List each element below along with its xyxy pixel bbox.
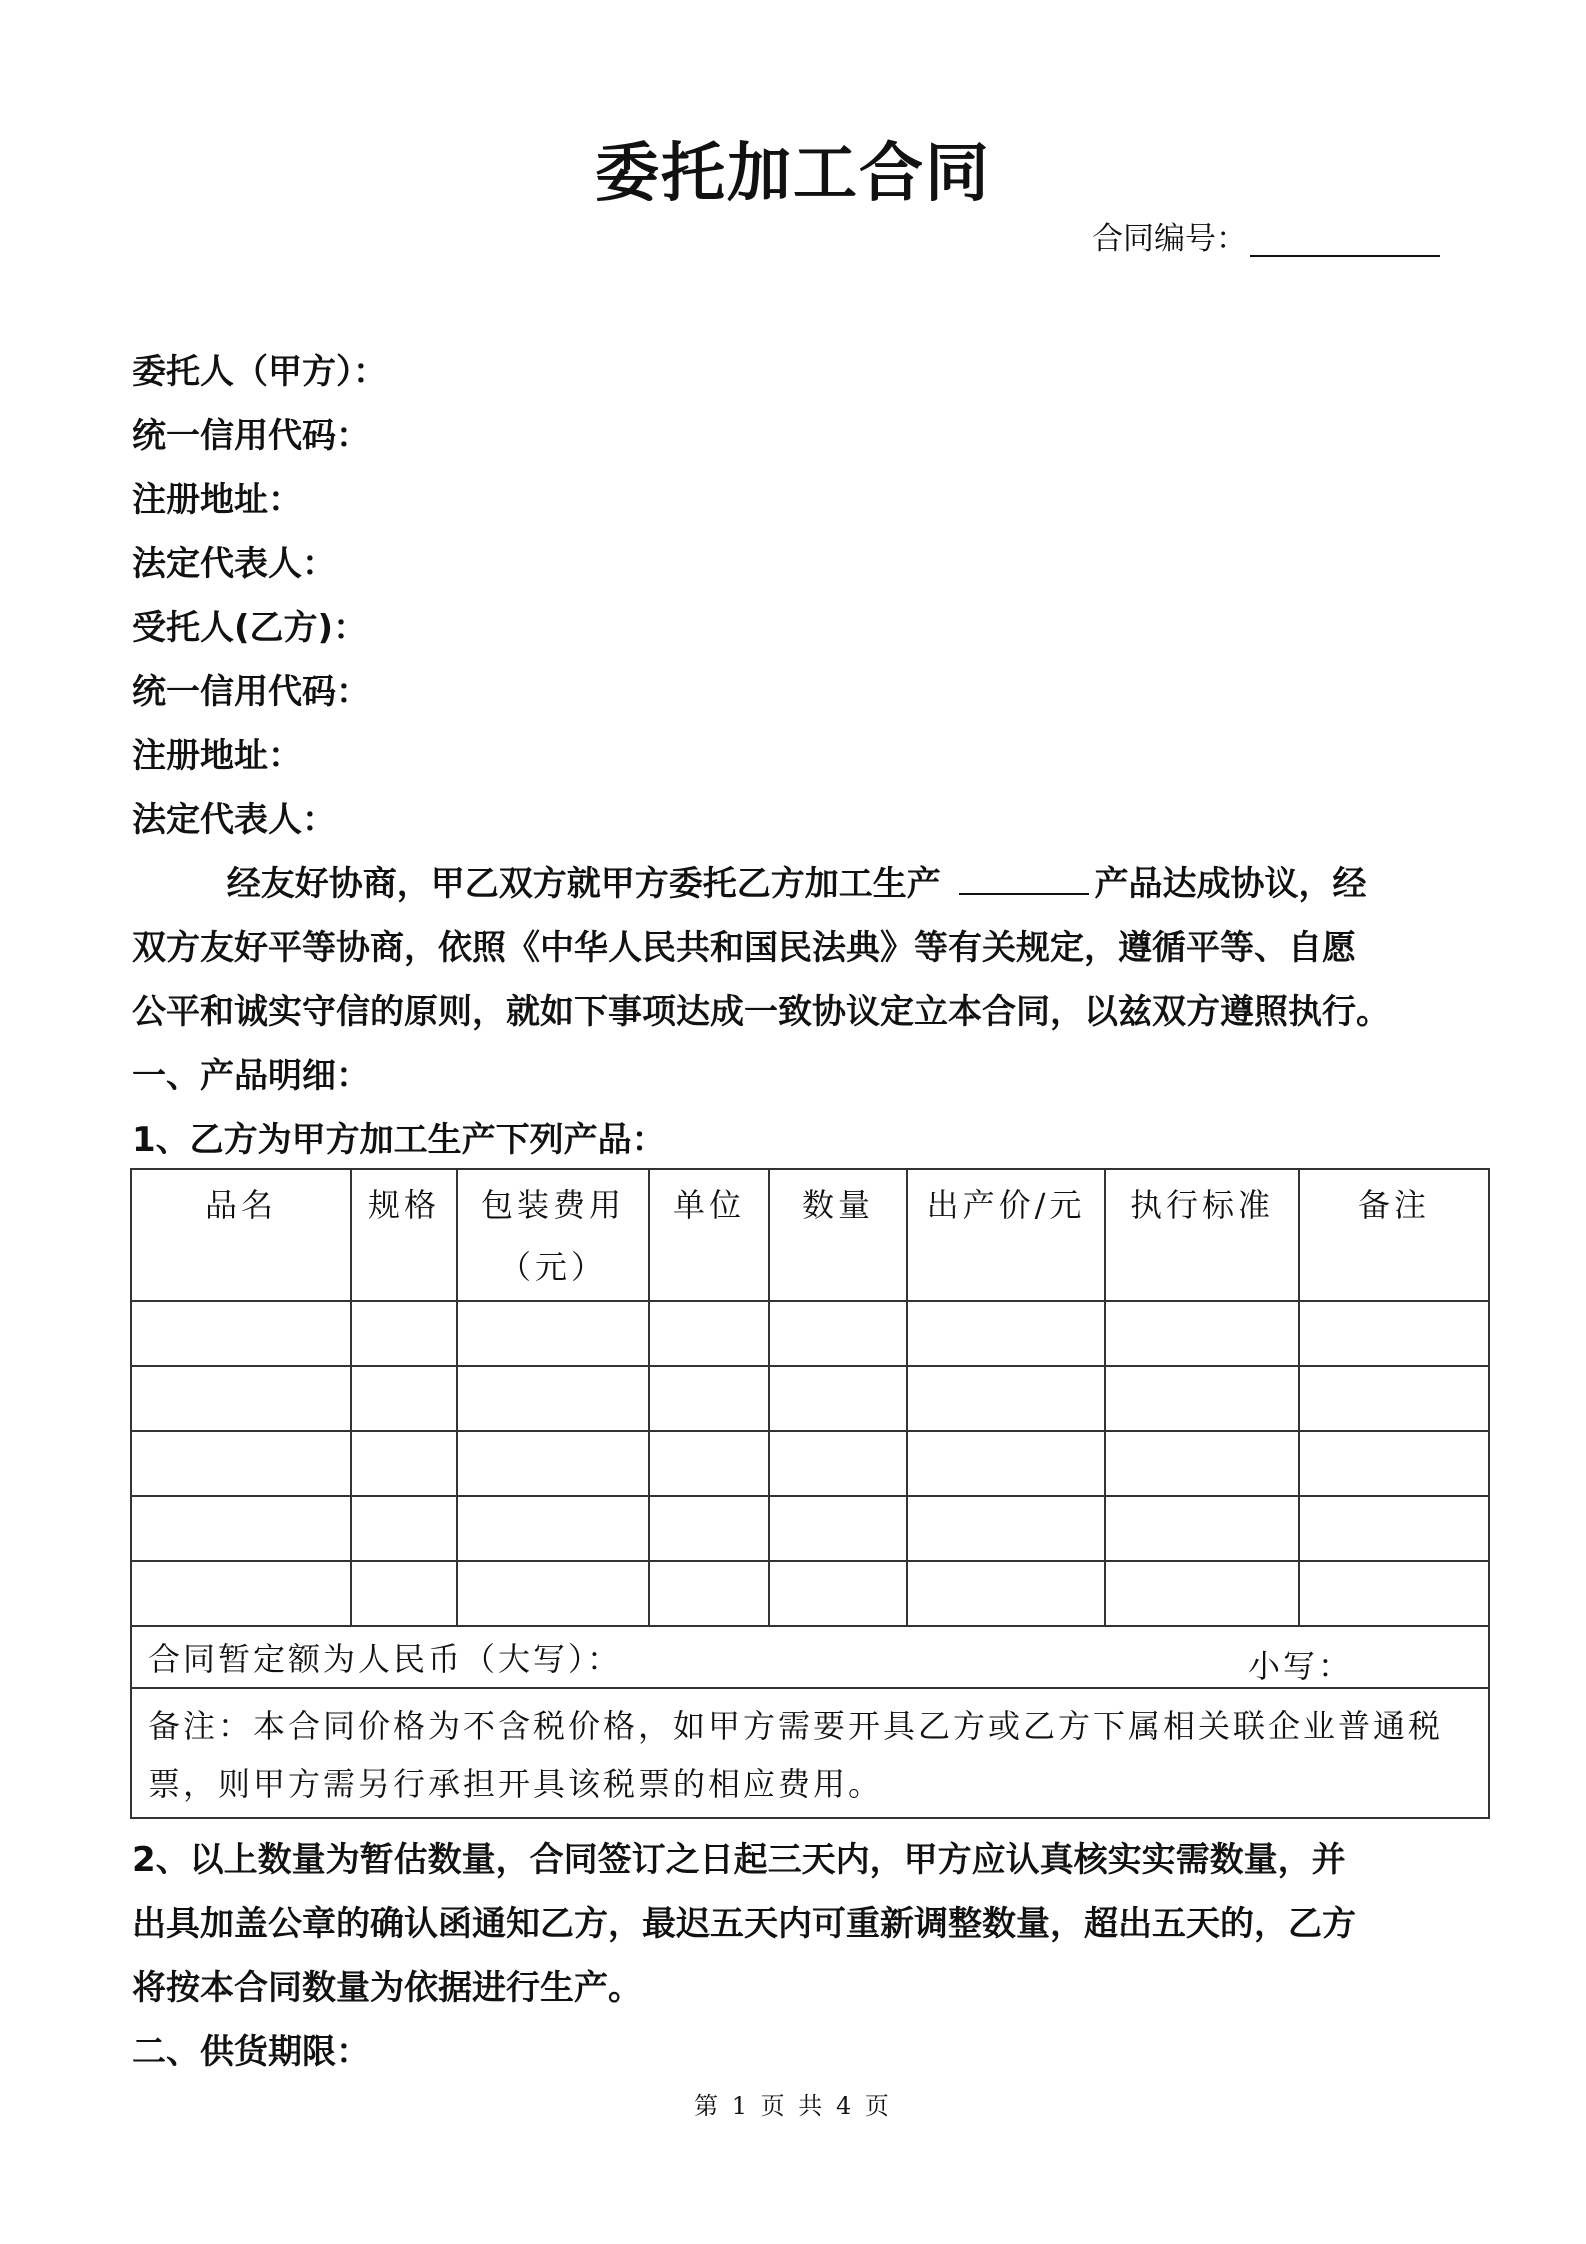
page-number: 第 1 页 共 4 页	[694, 2092, 892, 2120]
header-spec: 规格	[351, 1169, 457, 1301]
price-note: 备注：本合同价格为不含税价格，如甲方需要开具乙方或乙方下属相关联企业普通税票，则甲方需另行承担开具该税票的相应费用。	[131, 1688, 1489, 1818]
table-row	[131, 1561, 1489, 1626]
table-cell[interactable]	[769, 1561, 907, 1626]
table-cell[interactable]	[769, 1431, 907, 1496]
header-factory-price: 出产价/元	[907, 1169, 1105, 1301]
table-row	[131, 1431, 1489, 1496]
table-cell[interactable]	[457, 1431, 649, 1496]
contractor-legal-rep-label: 法定代表人：	[132, 800, 336, 840]
table-cell[interactable]	[1105, 1366, 1299, 1431]
table-total-row	[131, 1626, 1489, 1688]
table-cell[interactable]	[457, 1366, 649, 1431]
table-cell[interactable]	[131, 1561, 351, 1626]
intro-line-2: 双方友好平等协商，依照《中华人民共和国民法典》等有关规定，遵循平等、自愿	[132, 928, 1356, 968]
table-cell[interactable]	[907, 1366, 1105, 1431]
intro-line-1	[132, 856, 1367, 905]
header-remarks: 备注	[1299, 1169, 1489, 1301]
contract-number-blank	[1250, 255, 1440, 257]
table-cell[interactable]	[1299, 1431, 1489, 1496]
item-2-line-1: 2、以上数量为暂估数量，合同签订之日起三天内，甲方应认真核实实需数量，并	[132, 1840, 1346, 1880]
product-table	[130, 1168, 1490, 1819]
table-cell[interactable]	[769, 1496, 907, 1561]
contractor-party-label: 受托人(乙方)：	[132, 608, 368, 648]
table-cell[interactable]	[351, 1301, 457, 1366]
section-2-heading: 二、供货期限：	[132, 2032, 370, 2072]
header-unit: 单位	[649, 1169, 769, 1301]
section-1-item-1: 1、乙方为甲方加工生产下列产品：	[132, 1120, 666, 1160]
table-cell[interactable]	[457, 1561, 649, 1626]
product-name-blank	[959, 865, 1089, 895]
table-cell[interactable]	[131, 1431, 351, 1496]
contractor-address-label: 注册地址：	[132, 736, 302, 776]
table-cell[interactable]	[907, 1431, 1105, 1496]
intro-line-1-a: 经友好协商，甲乙双方就甲方委托乙方加工生产	[132, 864, 953, 904]
contractor-credit-code-label: 统一信用代码：	[132, 672, 370, 712]
client-credit-code-label: 统一信用代码：	[132, 416, 370, 456]
table-cell[interactable]	[907, 1496, 1105, 1561]
contract-amount-label: 合同暂定额为人民币（大写）：	[148, 1640, 623, 1678]
contract-amount-cell	[131, 1626, 1489, 1688]
table-cell[interactable]	[1299, 1496, 1489, 1561]
table-cell[interactable]	[1299, 1561, 1489, 1626]
table-row	[131, 1496, 1489, 1561]
table-cell[interactable]	[457, 1301, 649, 1366]
table-cell[interactable]	[769, 1301, 907, 1366]
table-row	[131, 1366, 1489, 1431]
table-row	[131, 1301, 1489, 1366]
table-cell[interactable]	[649, 1301, 769, 1366]
item-2-line-3: 将按本合同数量为依据进行生产。	[132, 1968, 642, 2008]
table-cell[interactable]	[351, 1431, 457, 1496]
table-cell[interactable]	[907, 1561, 1105, 1626]
table-cell[interactable]	[1105, 1431, 1299, 1496]
table-cell[interactable]	[649, 1561, 769, 1626]
table-cell[interactable]	[1105, 1301, 1299, 1366]
table-cell[interactable]	[351, 1496, 457, 1561]
table-cell[interactable]	[131, 1301, 351, 1366]
table-cell[interactable]	[1105, 1561, 1299, 1626]
table-note-row	[131, 1688, 1489, 1818]
header-quantity: 数量	[769, 1169, 907, 1301]
header-standard: 执行标准	[1105, 1169, 1299, 1301]
document-title: 委托加工合同	[595, 137, 991, 211]
item-2-line-2: 出具加盖公章的确认函通知乙方，最迟五天内可重新调整数量，超出五天的，乙方	[132, 1904, 1356, 1944]
client-legal-rep-label: 法定代表人：	[132, 544, 336, 584]
table-cell[interactable]	[769, 1366, 907, 1431]
table-cell[interactable]	[1299, 1301, 1489, 1366]
client-party-label: 委托人（甲方）：	[132, 352, 387, 392]
table-cell[interactable]	[457, 1496, 649, 1561]
section-1-heading: 一、产品明细：	[132, 1056, 370, 1096]
table-cell[interactable]	[351, 1561, 457, 1626]
table-cell[interactable]	[131, 1366, 351, 1431]
table-cell[interactable]	[649, 1496, 769, 1561]
header-product-name: 品名	[131, 1169, 351, 1301]
client-address-label: 注册地址：	[132, 480, 302, 520]
table-cell[interactable]	[907, 1301, 1105, 1366]
amount-lowercase-label: 小写：	[1248, 1647, 1354, 1685]
table-cell[interactable]	[649, 1431, 769, 1496]
table-header-row	[131, 1169, 1489, 1301]
table-cell[interactable]	[1105, 1496, 1299, 1561]
header-packaging-fee: 包装费用（元）	[457, 1169, 649, 1301]
table-cell[interactable]	[351, 1366, 457, 1431]
intro-line-1-b: 产品达成协议，经	[1094, 864, 1367, 904]
table-cell[interactable]	[131, 1496, 351, 1561]
table-cell[interactable]	[649, 1366, 769, 1431]
table-cell[interactable]	[1299, 1366, 1489, 1431]
contract-number-label: 合同编号：	[1092, 221, 1247, 257]
intro-line-3: 公平和诚实守信的原则，就如下事项达成一致协议定立本合同，以兹双方遵照执行。	[132, 992, 1390, 1032]
